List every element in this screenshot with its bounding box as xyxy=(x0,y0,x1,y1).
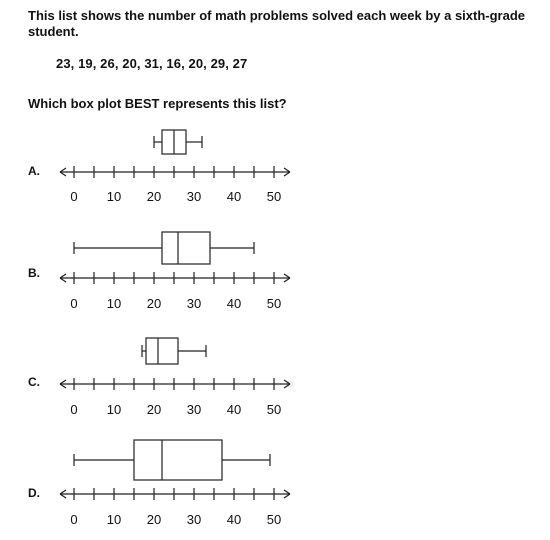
tick-label: 40 xyxy=(226,402,242,417)
option-d[interactable] xyxy=(0,430,550,540)
tick-label: 0 xyxy=(70,512,78,527)
tick-label: 20 xyxy=(146,296,162,311)
tick-label: 30 xyxy=(186,402,202,417)
option-c[interactable] xyxy=(0,328,550,438)
tick-label: 30 xyxy=(186,296,202,311)
option-letter: D. xyxy=(28,486,40,500)
option-b[interactable] xyxy=(0,222,550,332)
box-plot-d xyxy=(0,430,550,540)
iqr-box xyxy=(146,338,178,364)
box-plot-a xyxy=(0,120,550,230)
tick-label: 0 xyxy=(70,402,78,417)
option-letter: B. xyxy=(28,266,40,280)
tick-label: 30 xyxy=(186,189,202,204)
tick-label: 40 xyxy=(226,296,242,311)
box-plot-b xyxy=(0,222,550,332)
option-letter: A. xyxy=(28,164,40,178)
tick-label: 50 xyxy=(266,296,282,311)
tick-label: 20 xyxy=(146,189,162,204)
iqr-box xyxy=(134,440,222,480)
box-plot-c xyxy=(0,328,550,438)
tick-label: 10 xyxy=(106,402,122,417)
tick-label: 0 xyxy=(70,189,78,204)
tick-label: 40 xyxy=(226,189,242,204)
tick-label: 20 xyxy=(146,512,162,527)
tick-label: 10 xyxy=(106,512,122,527)
tick-label: 30 xyxy=(186,512,202,527)
tick-label: 0 xyxy=(70,296,78,311)
problem-intro: This list shows the number of math problems solved each week by a sixth-grade student. xyxy=(28,8,526,39)
tick-label: 50 xyxy=(266,189,282,204)
tick-label: 10 xyxy=(106,296,122,311)
iqr-box xyxy=(162,232,210,264)
tick-label: 50 xyxy=(266,402,282,417)
tick-label: 40 xyxy=(226,512,242,527)
question-text: Which box plot BEST represents this list? xyxy=(28,96,287,111)
tick-label: 20 xyxy=(146,402,162,417)
option-a[interactable] xyxy=(0,120,550,230)
option-letter: C. xyxy=(28,375,40,389)
tick-label: 10 xyxy=(106,189,122,204)
data-list: 23, 19, 26, 20, 31, 16, 20, 29, 27 xyxy=(56,56,248,71)
tick-label: 50 xyxy=(266,512,282,527)
